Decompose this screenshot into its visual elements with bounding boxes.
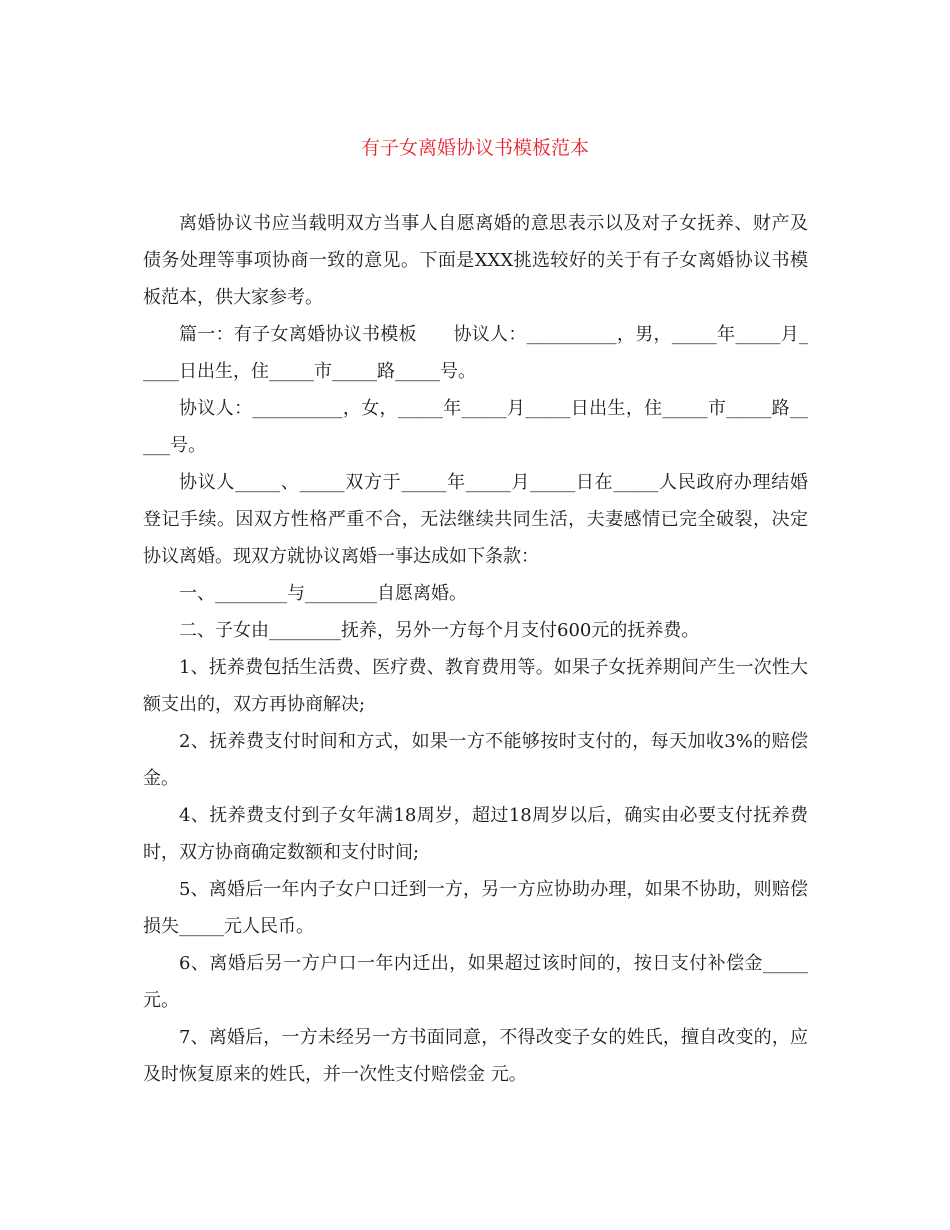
clause-divorce: 一、________与________自愿离婚。 <box>179 583 467 604</box>
marriage-registration-paragraph: 协议人_____、_____双方于_____年_____月_____日在_____人民政府办理结婚登记手续。因双方性格严重不合，无法继续共同生活，夫妻感情已完全破裂，决定协议离婚。现双方就协议离婚一事达成如下条款： <box>143 472 808 567</box>
page-title: 有子女离婚协议书模板范本 <box>360 137 589 159</box>
clause-item-2: 2、抚养费支付时间和方式，如果一方不能够按时支付的，每天加收3%的赔偿金。 <box>143 731 808 789</box>
clause-item-4: 4、抚养费支付到子女年满18周岁，超过18周岁以后，确实由必要支付抚养费时，双方协商确定数额和支付时间; <box>143 805 808 863</box>
clause-item-7: 7、离婚后，一方未经另一方书面同意，不得改变子女的姓氏，擅自改变的，应及时恢复原来的姓氏，并一次性支付赔偿金 元。 <box>143 1027 808 1085</box>
clause-item-6: 6、离婚后另一方户口一年内迁出，如果超过该时间的，按日支付补偿金_____元。 <box>143 953 808 1011</box>
party-two-paragraph: 协议人：__________，女，_____年_____月_____日出生，住_____市_____路_____号。 <box>143 398 808 456</box>
party-one-paragraph: 篇一：有子女离婚协议书模板 协议人：__________，男，_____年_____月_____日出生，住_____市_____路_____号。 <box>143 324 808 382</box>
document-body <box>143 205 808 1093</box>
clause-custody: 二、子女由________抚养，另外一方每个月支付600元的抚养费。 <box>179 620 700 641</box>
clause-item-1: 1、抚养费包括生活费、医疗费、教育费用等。如果子女抚养期间产生一次性大额支出的，双方再协商解决; <box>143 657 808 715</box>
clause-item-5: 5、离婚后一年内子女户口迁到一方，另一方应协助办理，如果不协助，则赔偿损失_____元人民币。 <box>143 879 808 937</box>
intro-paragraph: 离婚协议书应当载明双方当事人自愿离婚的意思表示以及对子女抚养、财产及债务处理等事项协商一致的意见。下面是XXX挑选较好的关于有子女离婚协议书模板范本，供大家参考。 <box>143 213 808 308</box>
